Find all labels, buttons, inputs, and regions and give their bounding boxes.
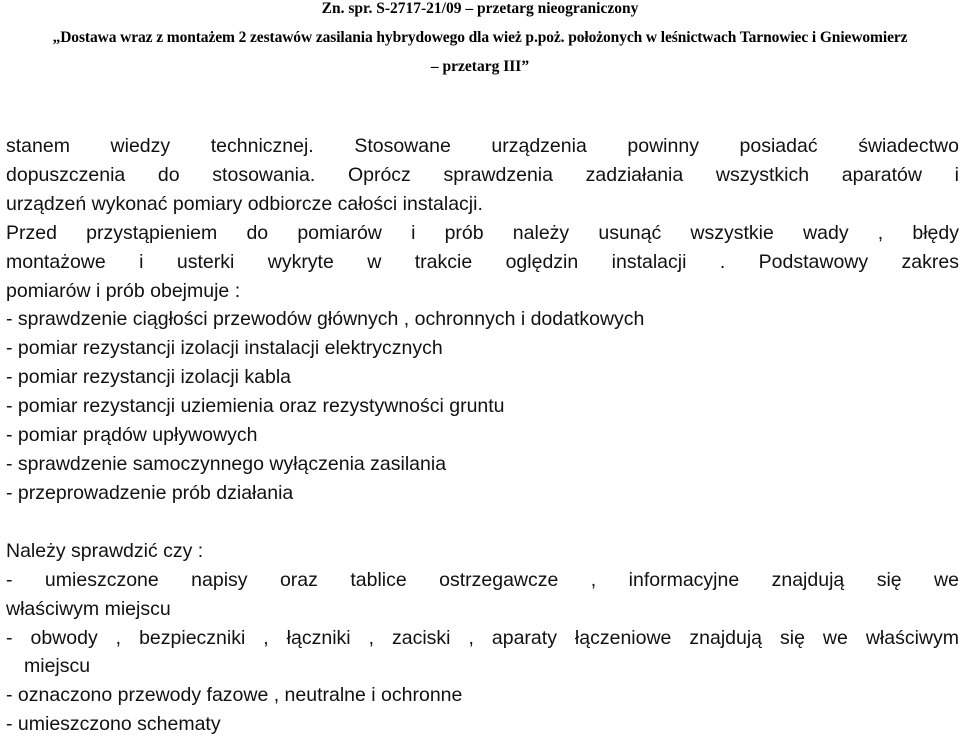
tender-round-line: – przetarg III” bbox=[430, 58, 530, 75]
text-line: Przed przystąpieniem do pomiarów i prób należy usunąć wszystkie wady , błędy bbox=[6, 221, 959, 244]
list-item: - przeprowadzenie prób działania bbox=[6, 481, 294, 504]
text-line: dopuszczenia do stosowania. Oprócz sprawdzenia zadziałania wszystkich aparatów i bbox=[6, 163, 959, 186]
text-line: montażowe i usterki wykryte w trakcie oględzin instalacji . Podstawowy zakres bbox=[6, 250, 959, 273]
section-lead: Należy sprawdzić czy : bbox=[6, 539, 204, 562]
list-item: - pomiar rezystancji uziemienia oraz rezystywności gruntu bbox=[6, 395, 505, 418]
list-item: - sprawdzenie ciągłości przewodów głównych , ochronnych i dodatkowych bbox=[6, 308, 645, 331]
list-item: - pomiar rezystancji izolacji instalacji elektrycznych bbox=[6, 337, 443, 360]
text-line: urządzeń wykonać pomiary odbiorcze całości instalacji. bbox=[6, 192, 483, 215]
document-body bbox=[6, 132, 959, 739]
list-item-continuation: miejscu bbox=[24, 655, 91, 678]
list-item: - pomiar prądów upływowych bbox=[6, 424, 258, 447]
text-line: stanem wiedzy technicznej. Stosowane urządzenia powinny posiadać świadectwo bbox=[6, 135, 959, 157]
list-item: - oznaczono przewody fazowe , neutralne i ochronne bbox=[6, 684, 463, 707]
list-item: - pomiar rezystancji izolacji kabla bbox=[6, 366, 292, 389]
list-item: - umieszczone napisy oraz tablice ostrzegawcze , informacyjne znajdują się we bbox=[6, 568, 959, 591]
list-item: - umieszczono schematy bbox=[6, 713, 221, 736]
text-line: pomiarów i prób obejmuje : bbox=[6, 279, 241, 302]
list-item-continuation: właściwym miejscu bbox=[6, 597, 171, 620]
paragraph-gap bbox=[6, 508, 959, 537]
list-item: - obwody , bezpieczniki , łączniki , zaciski , aparaty łączeniowe znajdują się we właściwym bbox=[6, 626, 959, 649]
list-item: - sprawdzenie samoczynnego wyłączenia zasilania bbox=[6, 452, 447, 475]
tender-title-line: „Dostawa wraz z montażem 2 zestawów zasilania hybrydowego dla wież p.poż. położonych w leśnictwach Tarnowiec i Gniewomierz bbox=[52, 29, 908, 46]
case-number-line: Zn. spr. S-2717-21/09 – przetarg nieograniczony bbox=[321, 0, 639, 17]
